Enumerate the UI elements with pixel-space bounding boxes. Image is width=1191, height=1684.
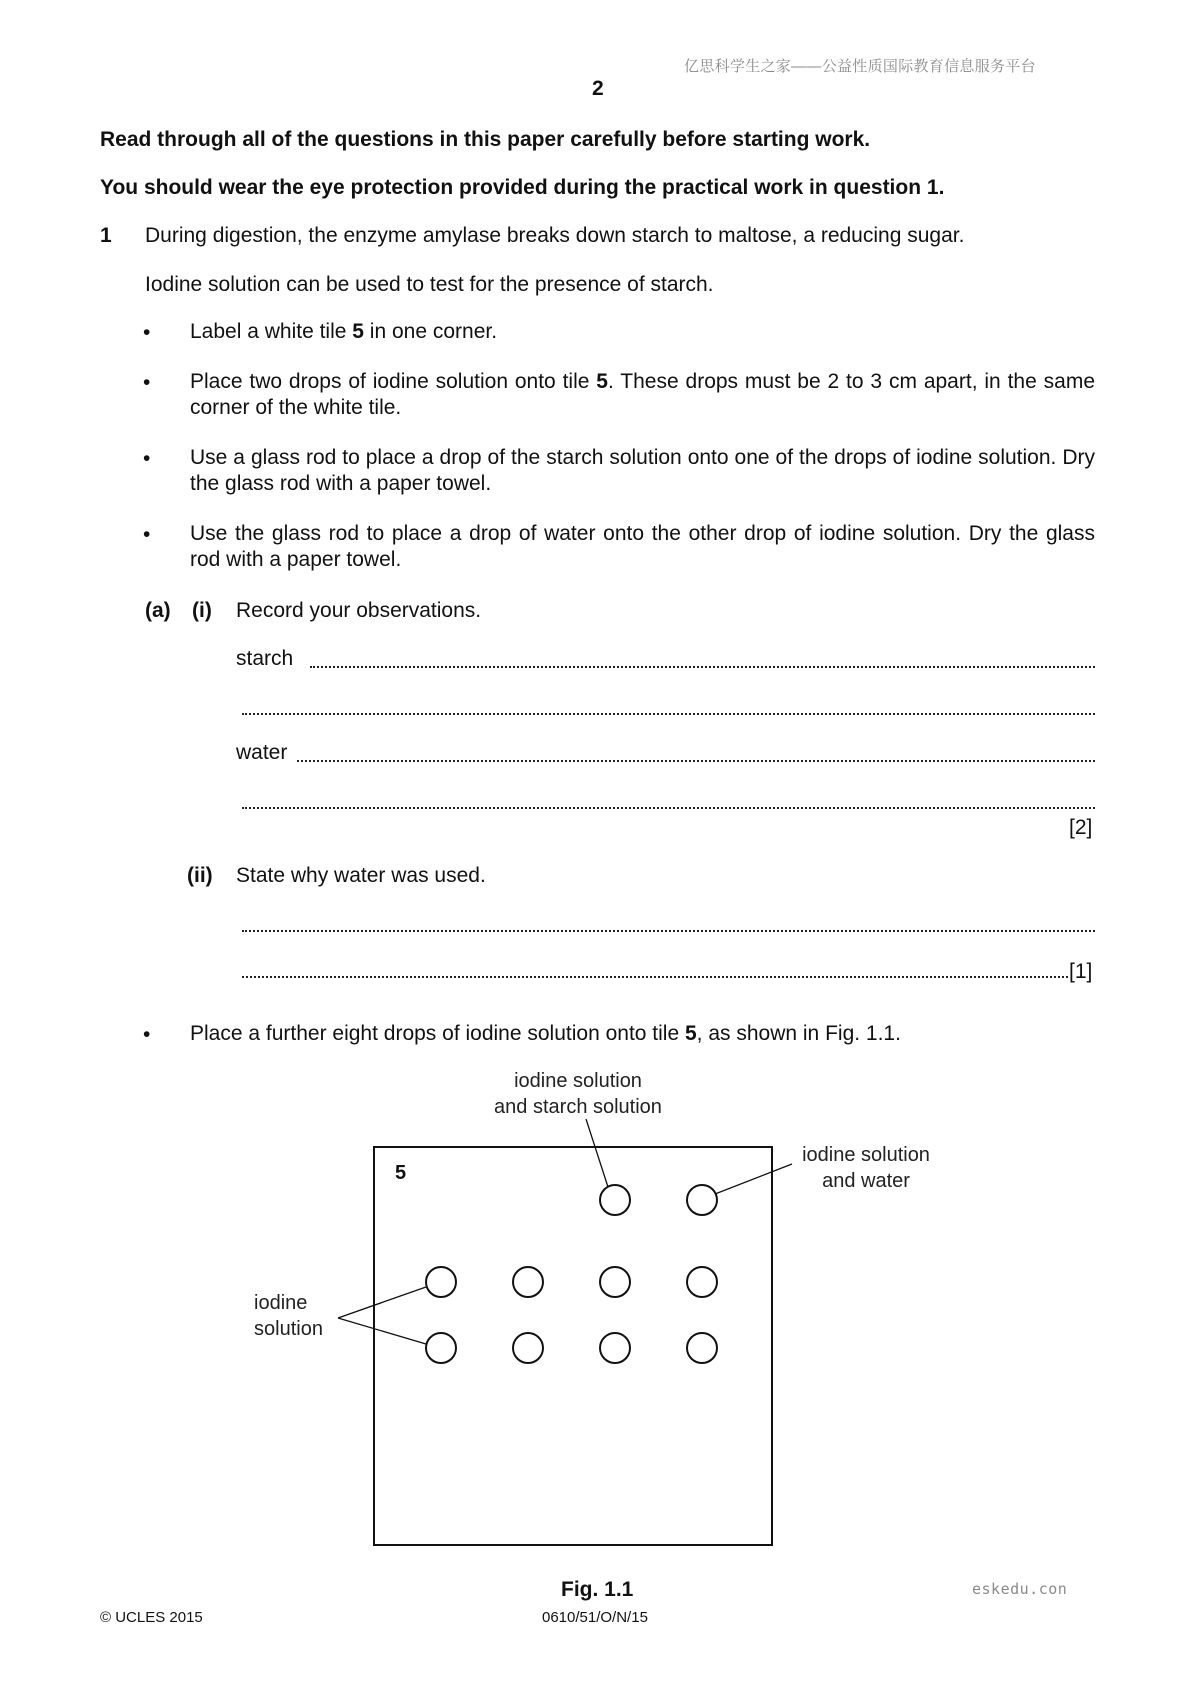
instruction-read-all: Read through all of the questions in this paper carefully before starting work. bbox=[100, 128, 871, 151]
bullet-water-drop: Use the glass rod to place a drop of water onto the other drop of iodine solution. Dry the glass rod with a paper towel. bbox=[190, 522, 1095, 571]
drop-iodine bbox=[426, 1267, 456, 1297]
part-a-label: (a) bbox=[145, 599, 171, 622]
part-a-i-label: (i) bbox=[192, 599, 212, 622]
question-intro: During digestion, the enzyme amylase breaks down starch to maltose, a reducing sugar. bbox=[145, 224, 965, 247]
label-iodine-line1: iodine bbox=[254, 1292, 308, 1314]
iodine-intro: Iodine solution can be used to test for the presence of starch. bbox=[145, 273, 714, 296]
drop-iodine bbox=[426, 1333, 456, 1363]
leader-line-iodine-upper bbox=[338, 1287, 426, 1318]
label-starch-line1: iodine solution bbox=[514, 1070, 642, 1092]
part-a-ii-label: (ii) bbox=[187, 864, 213, 887]
drop-water bbox=[687, 1185, 717, 1215]
leader-line-water bbox=[715, 1164, 792, 1194]
label-water-line2: and water bbox=[822, 1170, 910, 1192]
bullet-marker: • bbox=[143, 1023, 151, 1046]
question-number: 1 bbox=[100, 224, 112, 247]
bullet-marker: • bbox=[143, 371, 151, 394]
leader-line-starch bbox=[586, 1119, 608, 1187]
label-iodine-line2: solution bbox=[254, 1318, 323, 1340]
drop-iodine bbox=[687, 1267, 717, 1297]
drop-iodine bbox=[513, 1333, 543, 1363]
water-label: water bbox=[236, 741, 288, 764]
leader-line-iodine-lower bbox=[338, 1318, 426, 1344]
tile-label: 5 bbox=[395, 1162, 407, 1184]
figure-caption: Fig. 1.1 bbox=[561, 1578, 634, 1601]
drop-starch bbox=[600, 1185, 630, 1215]
part-a-i-prompt: Record your observations. bbox=[236, 599, 482, 622]
footer-site-watermark: eskedu.con bbox=[972, 1580, 1068, 1598]
bullet-starch-drop: Use a glass rod to place a drop of the starch solution onto one of the drops of iodine solution. Dry the glass rod with a paper towel. bbox=[190, 446, 1095, 495]
label-water-line1: iodine solution bbox=[802, 1144, 930, 1166]
white-tile bbox=[374, 1147, 772, 1545]
part-a-ii-prompt: State why water was used. bbox=[236, 864, 486, 887]
drop-iodine bbox=[600, 1267, 630, 1297]
drop-iodine bbox=[600, 1333, 630, 1363]
bullet-marker: • bbox=[143, 321, 151, 344]
marks-a-ii: [1] bbox=[1069, 960, 1093, 983]
header-watermark: 亿思科学生之家——公益性质国际教育信息服务平台 bbox=[684, 58, 1036, 75]
marks-a-i: [2] bbox=[1069, 816, 1093, 839]
footer-paper-code: 0610/51/O/N/15 bbox=[542, 1609, 648, 1626]
footer-copyright: © UCLES 2015 bbox=[100, 1609, 203, 1626]
page-number: 2 bbox=[592, 77, 604, 100]
bullet-label-tile: Label a white tile 5 in one corner. bbox=[190, 320, 498, 343]
drop-iodine bbox=[513, 1267, 543, 1297]
bullet-marker: • bbox=[143, 523, 151, 546]
bullet-place-drops: Place two drops of iodine solution onto tile 5. These drops must be 2 to 3 cm apart, in the same corner of the white tile. bbox=[190, 370, 1095, 419]
bullet-marker: • bbox=[143, 447, 151, 470]
bullet-further-drops: Place a further eight drops of iodine solution onto tile 5, as shown in Fig. 1.1. bbox=[190, 1022, 901, 1045]
instruction-eye-protection: You should wear the eye protection provided during the practical work in question 1. bbox=[100, 176, 945, 199]
starch-label: starch bbox=[236, 647, 294, 670]
drop-iodine bbox=[687, 1333, 717, 1363]
label-starch-line2: and starch solution bbox=[494, 1096, 662, 1118]
